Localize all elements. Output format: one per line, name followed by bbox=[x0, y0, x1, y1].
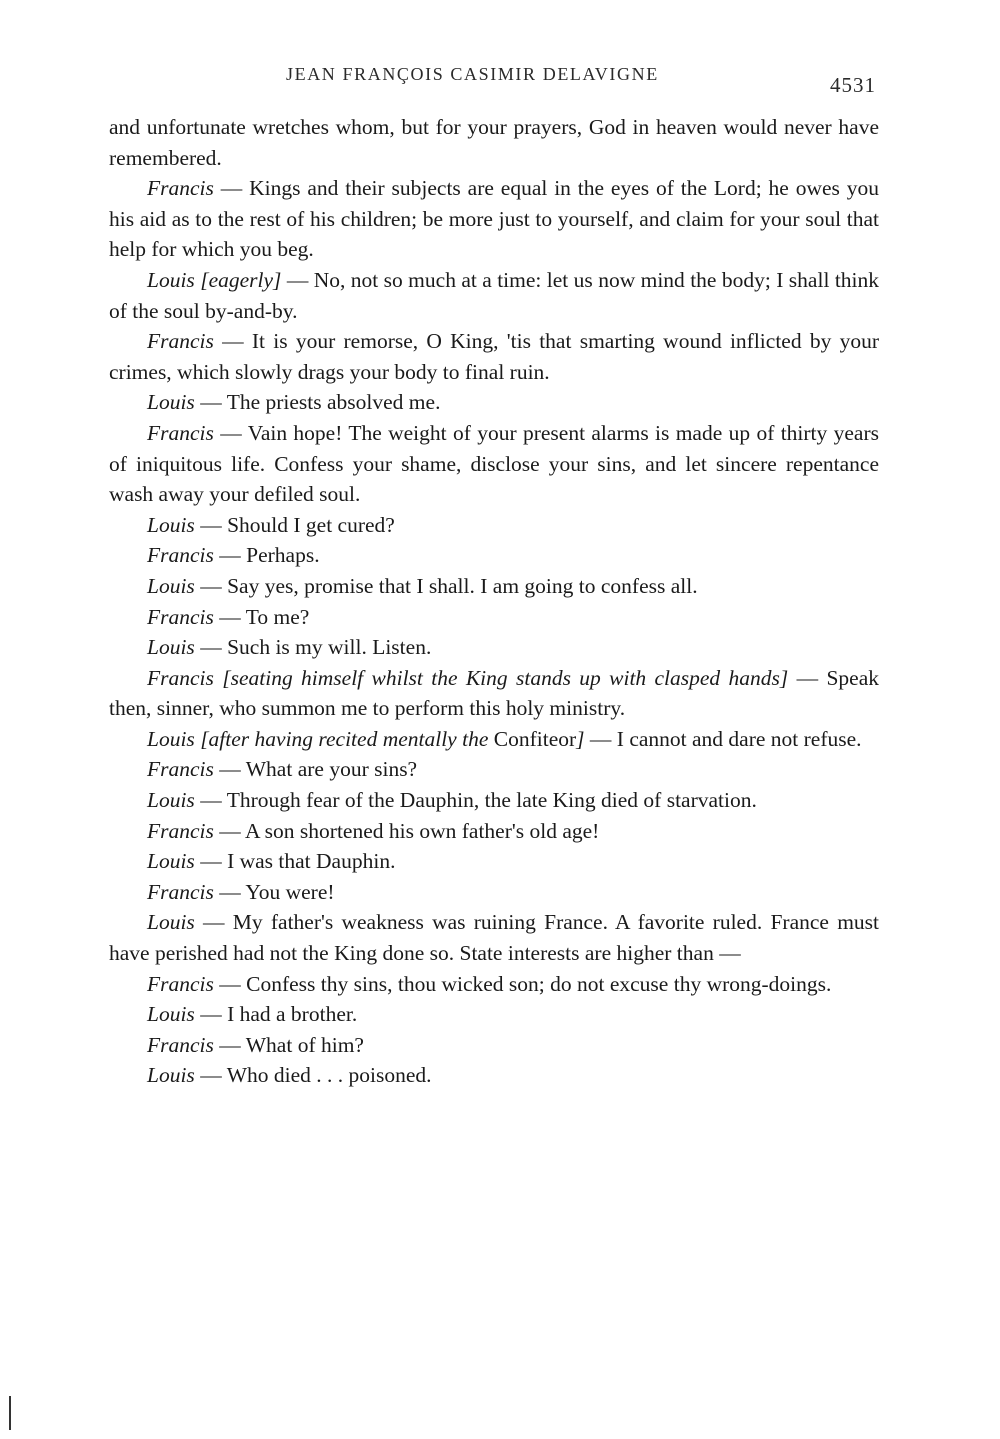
stage-direction-close: ] bbox=[576, 726, 585, 751]
dialogue-line bbox=[109, 540, 879, 571]
speech-text: Through fear of the Dauphin, the late King died of starvation. bbox=[226, 788, 757, 813]
speaker-name: Louis bbox=[147, 573, 195, 598]
speech-text: A son shortened his own father's old age! bbox=[244, 818, 600, 843]
dialogue-line bbox=[109, 663, 879, 724]
speech-text: and unfortunate wretches whom, but for your prayers, God in heaven would never have remembered. bbox=[109, 115, 879, 170]
dialogue-line bbox=[109, 846, 879, 877]
dash: — bbox=[584, 726, 617, 751]
speech-text: The priests absolved me. bbox=[226, 390, 441, 415]
running-head: JEAN FRANÇOIS CASIMIR DELAVIGNE bbox=[286, 64, 659, 84]
speaker-name: Louis bbox=[147, 267, 195, 292]
dialogue-text bbox=[109, 112, 879, 1091]
dialogue-line bbox=[109, 1060, 879, 1091]
dialogue-line bbox=[109, 632, 879, 663]
dash: — bbox=[213, 971, 247, 996]
speaker-name: Louis bbox=[147, 788, 195, 813]
speech-text: To me? bbox=[245, 604, 310, 629]
stage-direction: [seating himself whilst the King stands up with clasped hands] bbox=[222, 665, 789, 690]
speech-text: Vain hope! The weight of your present alarms is made up of thirty years of iniquitous life. Confess your shame, disclose your sins, and let sincere repentance wash away your defiled soul. bbox=[109, 420, 879, 507]
dash: — bbox=[213, 329, 252, 354]
dash: — bbox=[213, 1032, 246, 1057]
stage-direction-roman: Confiteor bbox=[493, 726, 577, 751]
speaker-name: Francis bbox=[147, 176, 214, 201]
dialogue-line bbox=[109, 387, 879, 418]
dash: — bbox=[213, 604, 246, 629]
speech-text: Perhaps. bbox=[246, 543, 320, 568]
dialogue-line bbox=[109, 724, 879, 755]
speaker-name: Louis bbox=[147, 1063, 195, 1088]
dash: — bbox=[281, 267, 314, 292]
dialogue-line bbox=[109, 265, 879, 326]
dash: — bbox=[194, 512, 228, 537]
dash: — bbox=[194, 573, 228, 598]
dash: — bbox=[194, 1002, 228, 1027]
dialogue-line bbox=[109, 785, 879, 816]
dash: — bbox=[194, 910, 233, 935]
page-number: 4531 bbox=[830, 73, 876, 97]
speech-text: Kings and their subjects are equal in the eyes of the Lord; he owes you his aid as to the rest of his children; be more just to yourself, and claim for your soul that help for which you beg. bbox=[109, 176, 879, 262]
dash: — bbox=[194, 1063, 227, 1088]
dash: — bbox=[213, 176, 250, 201]
dialogue-line bbox=[109, 326, 879, 387]
speech-text: Confess thy sins, thou wicked son; do not excuse thy wrong-doings. bbox=[246, 971, 832, 996]
dialogue-line bbox=[109, 999, 879, 1030]
margin-rule bbox=[9, 1396, 11, 1430]
speaker-name: Francis bbox=[147, 665, 214, 690]
speaker-name: Francis bbox=[147, 818, 214, 843]
dialogue-line bbox=[109, 907, 879, 968]
stage-direction: [after having recited mentally the bbox=[200, 726, 489, 751]
speaker-name: Louis bbox=[147, 390, 195, 415]
dialogue-line bbox=[109, 1030, 879, 1061]
dialogue-line bbox=[109, 571, 879, 602]
speech-text: No, not so much at a time: let us now mind the body; I shall think of the soul by-and-by. bbox=[109, 267, 880, 323]
speech-text: Who died . . . poisoned. bbox=[226, 1063, 432, 1088]
dialogue-line bbox=[109, 510, 879, 541]
speech-text: I was that Dauphin. bbox=[227, 849, 396, 874]
dialogue-line bbox=[109, 173, 879, 265]
speaker-name: Louis bbox=[147, 512, 195, 537]
speaker-name: Francis bbox=[147, 329, 214, 354]
paragraph-continuation bbox=[109, 112, 879, 173]
dialogue-line bbox=[109, 969, 879, 1000]
dash: — bbox=[213, 420, 248, 445]
dialogue-line bbox=[109, 816, 879, 847]
dash: — bbox=[213, 757, 246, 782]
speaker-name: Francis bbox=[147, 1032, 214, 1057]
speech-text: I cannot and dare not refuse. bbox=[616, 726, 862, 751]
dash: — bbox=[194, 849, 228, 874]
speech-text: Such is my will. Listen. bbox=[227, 635, 432, 660]
speech-text: I had a brother. bbox=[227, 1002, 358, 1027]
speech-text: You were! bbox=[245, 879, 335, 904]
speaker-name: Louis bbox=[147, 849, 195, 874]
dash: — bbox=[213, 818, 245, 843]
dash: — bbox=[213, 879, 246, 904]
speaker-name: Francis bbox=[147, 879, 214, 904]
speech-text: Speak then, sinner, who summon me to perform this holy ministry. bbox=[109, 665, 879, 721]
speaker-name: Louis bbox=[147, 910, 195, 935]
dialogue-line bbox=[109, 877, 879, 908]
speech-text: Say yes, promise that I shall. I am going to confess all. bbox=[227, 573, 698, 598]
speaker-name: Francis bbox=[147, 604, 214, 629]
speech-text: My father's weakness was ruining France. A favorite ruled. France must have perished had not the King done so. State interests are higher than — bbox=[109, 910, 880, 966]
speech-text: Should I get cured? bbox=[227, 512, 395, 537]
dash: — bbox=[194, 788, 227, 813]
stage-direction: [eagerly] bbox=[200, 267, 282, 292]
dialogue-line bbox=[109, 418, 879, 510]
dash: — bbox=[194, 635, 228, 660]
page-header bbox=[0, 60, 1000, 100]
dialogue-line bbox=[109, 602, 879, 633]
speaker-name: Francis bbox=[147, 543, 214, 568]
speaker-name: Francis bbox=[147, 757, 214, 782]
speaker-name: Francis bbox=[147, 971, 214, 996]
dash: — bbox=[194, 390, 227, 415]
dash: — bbox=[788, 665, 827, 690]
speaker-name: Louis bbox=[147, 1002, 195, 1027]
dialogue-line bbox=[109, 754, 879, 785]
speech-text: What are your sins? bbox=[245, 757, 418, 782]
speaker-name: Louis bbox=[147, 726, 195, 751]
speaker-name: Louis bbox=[147, 635, 195, 660]
dash: — bbox=[213, 543, 247, 568]
speaker-name: Francis bbox=[147, 420, 214, 445]
speech-text: It is your remorse, O King, 'tis that smarting wound inflicted by your crimes, which slowly drags your body to final ruin. bbox=[109, 329, 879, 384]
speech-text: What of him? bbox=[245, 1032, 364, 1057]
